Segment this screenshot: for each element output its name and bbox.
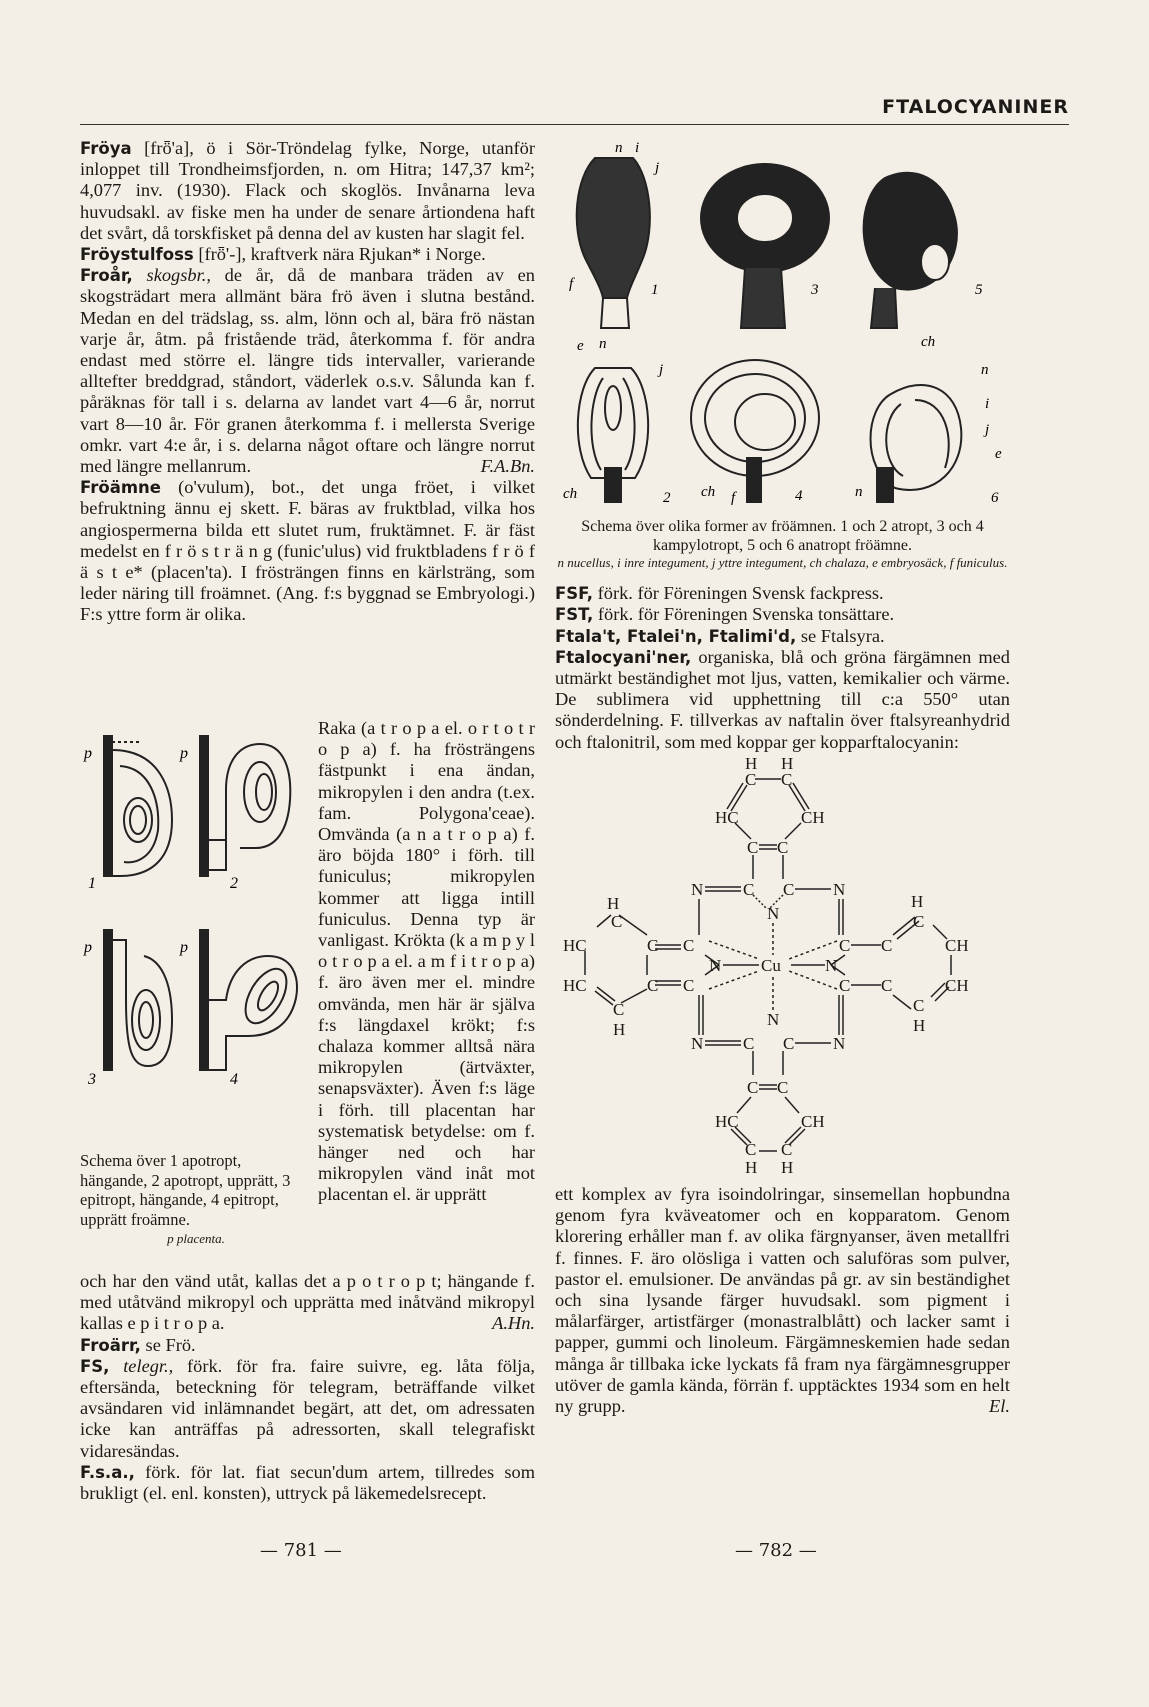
left-column-bottom: och har den vänd utåt, kallas det a p o t r o p t; hängande f. med utåtvänd mikropyl och upprätta med inåtvänd mikropyl kallas e p i t r o p a. A.Hn. Froärr, se Frö. FS, telegr., förk. för fra. faire suivre, eg. låta följa, eftersända, beteckning för telegram, beträffande vilket avsändaren vid inlämnandet begärt, att det, om adressaten icke kan anträffas på adressorten, skall telegrafiskt vidaresändas. F.s.a., förk. för lat. fiat secun'dum artem, tillredes som brukligt (el. enl. konsten), uttryck på läkemedelsrecept. <box>80 1271 535 1504</box>
svg-text:H: H <box>607 893 620 913</box>
svg-text:N: N <box>833 1033 846 1053</box>
svg-text:H: H <box>911 891 924 911</box>
entry-ftalocyaniner: Ftalocyani'ner, organiska, blå och gröna färgämnen med utmärkt beständighet mot ljus, vatten, kemikalier och värme. De sublimera vid upphettning till c:a 550° utan sönderdelning. F. tillverkas av naftalin över ftalsyreanhydrid och ftalonitril, som med koppar ger kopparftalocyanin: <box>555 646 1010 752</box>
svg-text:N: N <box>691 879 704 899</box>
entry-froystulfoss: Fröystulfoss [frȫ'-], kraftverk nära Rjukan* i Norge. <box>80 244 486 265</box>
seed-legend: n nucellus, i inre integument, j yttre integument, ch chalaza, e embryosäck, f funiculus. <box>557 555 1008 571</box>
svg-text:HC: HC <box>563 975 587 995</box>
svg-text:C: C <box>743 1033 755 1053</box>
svg-text:C: C <box>881 935 893 955</box>
entry-ftalat: Ftala't, Ftalei'n, Ftalimi'd, se Ftalsyra. <box>555 625 885 646</box>
running-header <box>80 94 1069 125</box>
entry-froarr: Froärr, se Frö. <box>80 1334 196 1355</box>
svg-text:ch: ch <box>563 486 578 502</box>
entry-fst: FST, förk. för Föreningen Svenska tonsättare. <box>555 604 895 625</box>
svg-text:C: C <box>839 935 851 955</box>
svg-text:H: H <box>781 1157 794 1175</box>
svg-text:C: C <box>747 837 759 857</box>
svg-text:C: C <box>745 1139 757 1159</box>
svg-text:C: C <box>781 1139 793 1159</box>
svg-text:i: i <box>635 140 640 156</box>
svg-text:H: H <box>745 1157 758 1175</box>
entry-froar: Froår, skogsbr., de år, då de manbara träden av en skogsträdart mera allmänt bära frö även i slutna bestånd. Medan en del trädslag, ss. alm, lönn och al, bära frö nästan varje år, åtm. på fristående träd, återkomma f. för andra endast med större el. längre tids intervaller, varierande alltefter breddgrad, ståndort, väderlek o.s.v. Sålunda kan f. påräknas för tall i s. delarna av landet vart 4—6 år, norrut vart 8—10 år. För granen återkomma f. i mellersta Sverige omkr. vart 4:e år, i s. delarna något oftare och längre norrut med längre mellanrum. F.A.Bn. <box>80 265 535 477</box>
svg-text:1: 1 <box>651 282 659 298</box>
svg-text:6: 6 <box>991 490 999 506</box>
svg-text:C: C <box>647 935 659 955</box>
label-p: p <box>180 939 188 956</box>
svg-text:C: C <box>777 1077 789 1097</box>
svg-text:N: N <box>691 1033 704 1053</box>
wrap-text: Raka (a t r o p a el. o r t o t r o p a) f. ha frösträngens fästpunkt i ena ändan, mikropylen i den andra (t.ex. fam. Polygona'ceae). Omvända (a n a t r o p a) f. äro böjda 180° i förh. till funiculus; mikropylen kommer att ligga intill funiculus. Denna typ är vanligast. Krökta (k a m p y l o t r o p a el. a m f i t r o p a) f. äro även mer el. mindre omvända, men här är själva f:s längdaxel krökt; f:s chalaza kommer alltså nära mikropylen (ärtväxter, senapsväxter). Även f:s läge i förh. till placentan har systematisk betydelse: om f. hänger ned och har mikropylen vänd inåt mot placentan el. är upprätt <box>318 718 535 1205</box>
svg-text:HC: HC <box>563 935 587 955</box>
ovule-caption: Schema över 1 apotropt, hängande, 2 apotropt, upprätt, 3 epitropt, hängande, 4 epitropt, upprätt froämne. p placenta. <box>80 1151 291 1246</box>
svg-text:n: n <box>615 140 623 156</box>
svg-text:N: N <box>767 903 780 923</box>
label-p: p <box>84 939 92 956</box>
svg-text:H: H <box>613 1019 626 1039</box>
svg-text:C: C <box>683 935 695 955</box>
label-2: 2 <box>230 875 238 892</box>
svg-text:N: N <box>709 955 722 975</box>
svg-text:j: j <box>985 422 990 438</box>
svg-text:C: C <box>613 999 625 1019</box>
seed-caption: Schema över olika former av fröämnen. 1 och 2 atropt, 3 och 4 kampylotropt, 5 och 6 anatropt fröämne. <box>581 518 984 555</box>
svg-text:CH: CH <box>801 1111 825 1131</box>
svg-text:f: f <box>731 490 736 506</box>
svg-text:N: N <box>825 955 838 975</box>
svg-text:Cu: Cu <box>761 955 781 975</box>
svg-text:C: C <box>839 975 851 995</box>
svg-text:C: C <box>743 879 755 899</box>
svg-text:CH: CH <box>801 807 825 827</box>
svg-text:N: N <box>767 1009 780 1029</box>
svg-text:C: C <box>913 911 925 931</box>
page-title: FTALOCYANINER <box>882 96 1069 118</box>
svg-text:CH: CH <box>945 935 969 955</box>
entry-fs: FS, telegr., förk. för fra. faire suivre, eg. låta följa, eftersända, beteckning för telegram, beträffande vilket avsändaren vid inlämnandet begärt, att det, om adressaten icke kan anträffas på adressorten, skall telegrafiskt vidaresändas. <box>80 1355 535 1461</box>
svg-text:H: H <box>745 754 758 773</box>
signature: F.A.Bn. <box>480 456 535 477</box>
svg-text:N: N <box>833 879 846 899</box>
entry-froya: Fröya [frȫ'a], ö i Sör-Tröndelag fylke, Norge, utanför inloppet till Trondheimsfjorden, n. om Hitra; 147,37 km²; 4,077 inv. (1930). Flack och skoglös. Invånarna leva huvudsakl. av fiske men ha under de senare årtiondena haft det svårt, då torskfisket på denna del av kusten har slagit fel. <box>80 138 535 243</box>
svg-text:3: 3 <box>811 282 819 298</box>
svg-text:CH: CH <box>945 975 969 995</box>
entry-froamne: Fröämne (o'vulum), bot., det unga fröet, i vilket befruktning ännu ej skett. F. bäras av fruktblad, vilka hos angiospermerna bilda ett slutet rum, fruktämnet. F. är fäst medelst en f r ö s t r ä n g (funic'ulus) vid fruktbladens f r ö f ä s t e* (placen'ta). I frösträngen finns en kärlsträng, som leder näring till froämnet. (Ang. f:s byggnad se Embryologi.) F:s yttre form är olika. <box>80 477 535 625</box>
label-3: 3 <box>88 1071 96 1088</box>
svg-text:ch: ch <box>701 484 716 500</box>
svg-text:2: 2 <box>663 490 671 506</box>
entry-ftalocyaniner-cont: ett komplex av fyra isoindolringar, sinsemellan hopbundna genom fyra kväveatomer och en kopparatom. Genom klorering erhåller man f. av olika färgnyanser, även metallfri f. finnes. F. äro olösliga i vatten och saluföras som pulver, pastor el. emulsioner. De användas på gr. av sin beständighet och sina lysande färger huvudsakl. som pigment i målarfärger, artistfärger (monastralblått) och lacker samt i papper, gummi och linoleum. Färgämneskemien hade sedan många år tillbaka icke lyckats få fram nya färgämnesgrupper utöver de gamla kända, förrän f. upptäcktes 1934 som en helt ny grupp. El. <box>555 1184 1010 1417</box>
svg-text:e: e <box>995 446 1002 462</box>
svg-text:f: f <box>569 276 574 292</box>
label-p: p <box>180 745 188 762</box>
svg-text:4: 4 <box>795 488 803 504</box>
svg-text:C: C <box>783 1033 795 1053</box>
svg-text:C: C <box>683 975 695 995</box>
ovule-figure <box>80 730 312 1120</box>
svg-text:C: C <box>913 995 925 1015</box>
svg-text:C: C <box>747 1077 759 1097</box>
svg-text:j: j <box>659 362 664 378</box>
svg-text:i: i <box>985 396 990 412</box>
label-4: 4 <box>230 1071 238 1088</box>
svg-text:C: C <box>611 911 623 931</box>
svg-text:H: H <box>913 1015 926 1035</box>
svg-text:n: n <box>981 362 989 378</box>
svg-text:C: C <box>745 769 757 789</box>
svg-text:e: e <box>577 338 584 354</box>
svg-text:j: j <box>655 160 660 176</box>
svg-text:C: C <box>781 769 793 789</box>
right-column <box>555 138 1010 1417</box>
label-1: 1 <box>88 875 96 892</box>
svg-text:C: C <box>783 879 795 899</box>
page-number-right: — 782 — <box>735 1540 817 1561</box>
svg-text:C: C <box>777 837 789 857</box>
svg-text:n: n <box>599 336 607 352</box>
page-number-left: — 781 — <box>260 1540 342 1561</box>
svg-text:5: 5 <box>975 282 983 298</box>
seed-figure <box>555 138 1010 508</box>
svg-text:H: H <box>781 754 794 773</box>
phthalocyanine-structure <box>555 755 1010 1175</box>
svg-text:n: n <box>855 484 863 500</box>
svg-text:C: C <box>647 975 659 995</box>
left-column <box>80 138 535 626</box>
label-p: p <box>84 745 92 762</box>
svg-text:ch: ch <box>921 334 936 350</box>
svg-text:C: C <box>881 975 893 995</box>
entry-fsa: F.s.a., förk. för lat. fiat secun'dum artem, tillredes som brukligt (el. enl. konsten), uttryck på läkemedelsrecept. <box>80 1461 535 1504</box>
entry-fsf: FSF, förk. för Föreningen Svensk fackpress. <box>555 583 884 604</box>
svg-text:HC: HC <box>715 1111 739 1131</box>
svg-text:HC: HC <box>715 807 739 827</box>
